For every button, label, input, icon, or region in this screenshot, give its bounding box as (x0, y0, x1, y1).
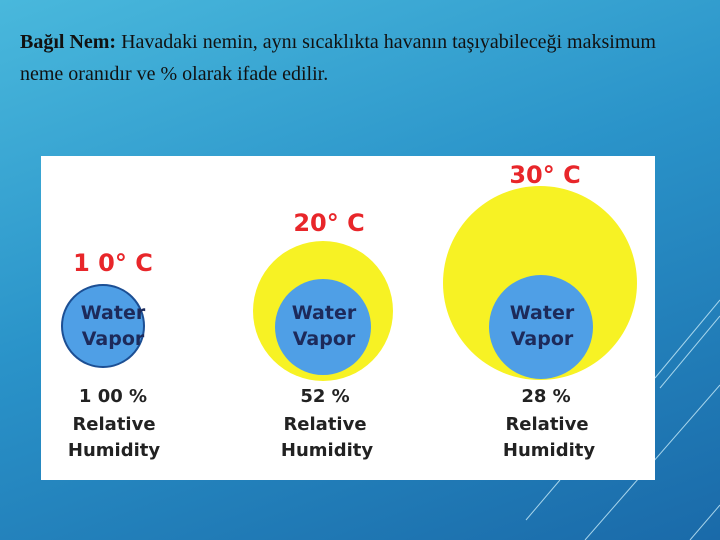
temperature-label-10c: 1 0° C (73, 249, 153, 277)
vapor-label-line2: Vapor (81, 328, 145, 350)
definition-body: Havadaki nemin, aynı sıcaklıkta havanın taşıyabileceği maksimum neme oranıdır ve % olarak ifade edilir. (20, 31, 656, 85)
humidity-label: Humidity (67, 440, 161, 461)
vapor-label-line1: Water (291, 302, 357, 324)
vapor-label-line2: Vapor (292, 328, 356, 350)
humidity-percent-10c: 1 00 % (78, 386, 148, 407)
temperature-label-20c: 20° C (293, 209, 365, 237)
vapor-label-line1: Water (509, 302, 575, 324)
vapor-label-line2: Vapor (510, 328, 574, 350)
relative-label: Relative (505, 414, 589, 435)
case-10c (62, 249, 160, 461)
humidity-percent-30c: 28 % (521, 386, 571, 407)
relative-label: Relative (283, 414, 367, 435)
case-20c (253, 209, 393, 461)
definition-term: Bağıl Nem: (20, 31, 117, 53)
humidity-diagram (41, 156, 655, 480)
relative-label: Relative (72, 414, 156, 435)
definition-text (20, 26, 700, 90)
humidity-diagram-svg (41, 156, 655, 480)
vapor-label-line1: Water (80, 302, 146, 324)
temperature-label-30c: 30° C (509, 161, 581, 189)
vapor-circle-20c (275, 279, 371, 375)
case-30c (443, 161, 637, 461)
vapor-circle-30c (489, 275, 593, 379)
humidity-percent-20c: 52 % (300, 386, 350, 407)
humidity-label: Humidity (502, 440, 596, 461)
vapor-circle-10c (62, 285, 144, 367)
humidity-label: Humidity (280, 440, 374, 461)
